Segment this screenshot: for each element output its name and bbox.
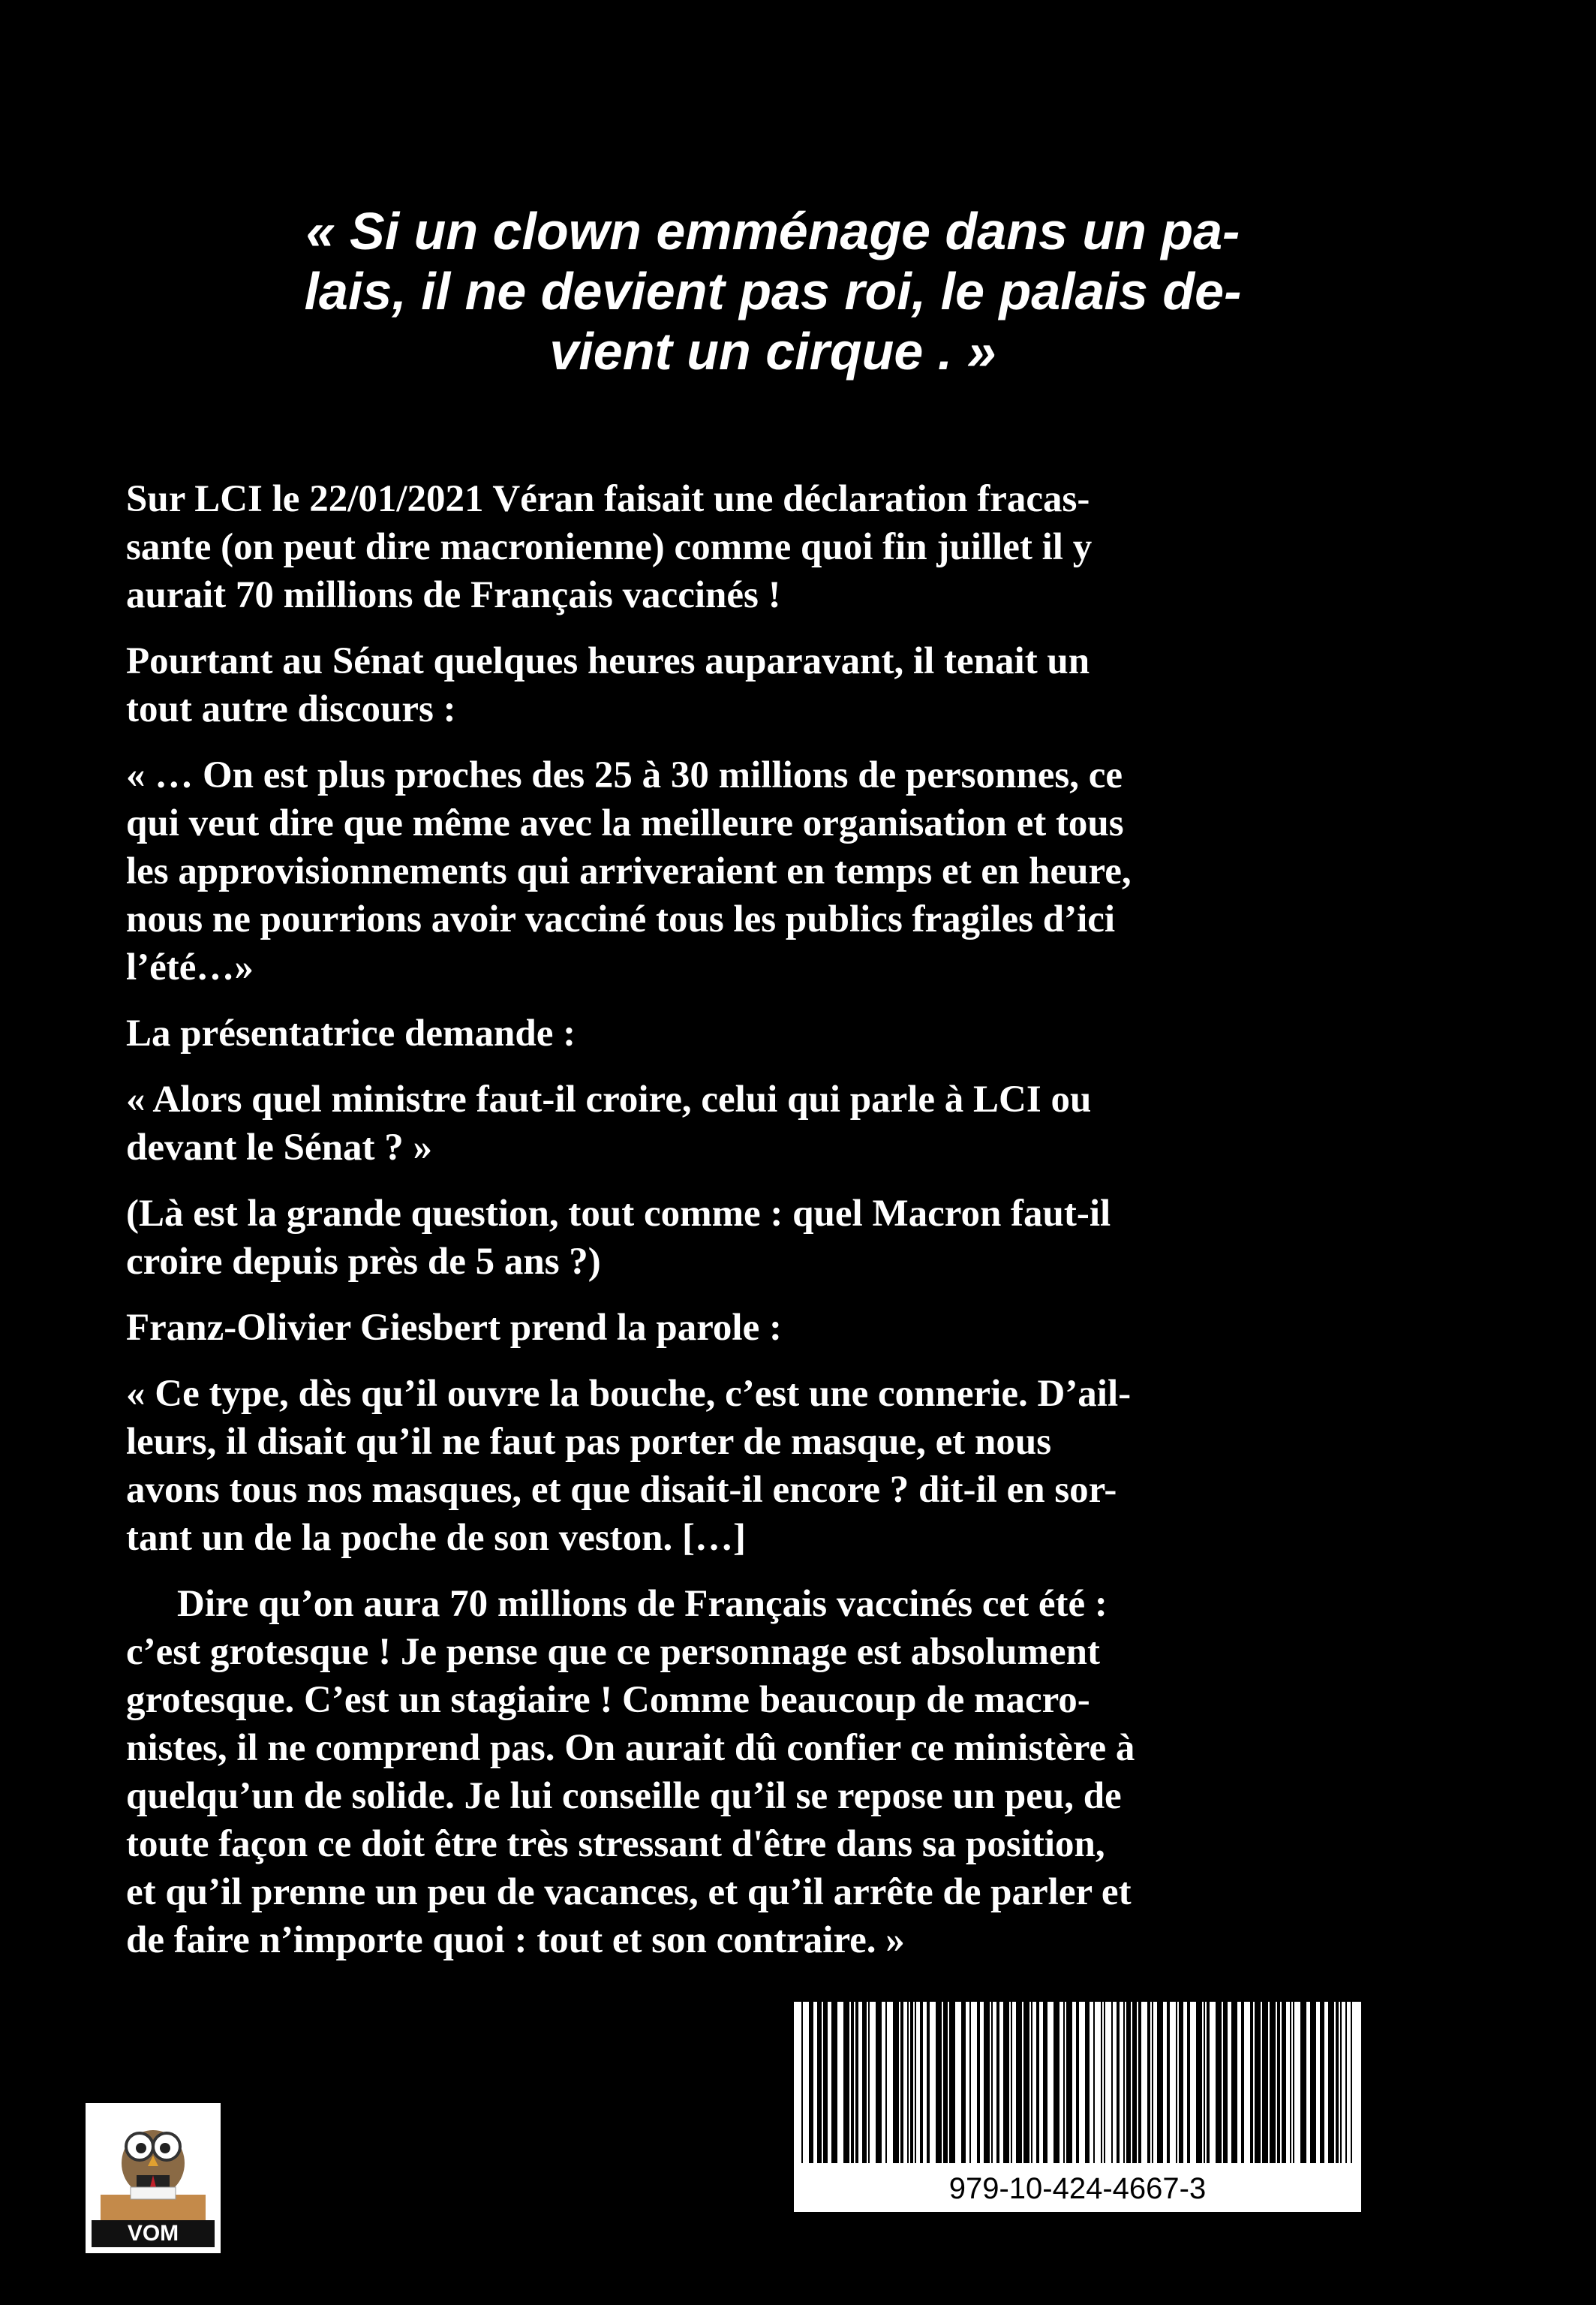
- paragraph: [126, 751, 1364, 992]
- text-line: quelqu’un de solide. Je lui conseille qu’il se repose un peu, de: [126, 1775, 1122, 1817]
- text-line: (Là est la grande question, tout comme : quel Macron faut-il: [126, 1193, 1111, 1235]
- text-line: nous ne pourrions avoir vacciné tous les publics fragiles d’ici: [126, 898, 1116, 940]
- text-line: La présentatrice demande :: [126, 1013, 576, 1055]
- publisher-logo-text: VOM: [92, 2220, 215, 2247]
- text-line: sante (on peut dire macronienne) comme quoi fin juillet il y: [126, 526, 1093, 568]
- text-line: leurs, il disait qu’il ne faut pas porter de masque, et nous: [126, 1421, 1052, 1463]
- cover-quote: [150, 201, 1396, 381]
- isbn-barcode: [794, 2002, 1361, 2212]
- text-line: devant le Sénat ? »: [126, 1127, 432, 1169]
- paragraph: [126, 1190, 1364, 1286]
- text-line: les approvisionnements qui arriveraient en temps et en heure,: [126, 850, 1132, 892]
- quote-line: vient un cirque . »: [549, 322, 996, 381]
- barcode-bars: [794, 2002, 1361, 2167]
- text-line: toute façon ce doit être très stressant d'être dans sa position,: [126, 1823, 1105, 1865]
- text-line: « … On est plus proches des 25 à 30 millions de personnes, ce: [126, 754, 1123, 796]
- owl-at-desk-icon: [86, 2103, 221, 2223]
- text-line: l’été…»: [126, 946, 254, 989]
- paragraph: [126, 637, 1364, 733]
- text-line: qui veut dire que même avec la meilleure organisation et tous: [126, 802, 1124, 844]
- text-line: c’est grotesque ! Je pense que ce personnage est absolument: [126, 1631, 1101, 1673]
- text-line: Sur LCI le 22/01/2021 Véran faisait une déclaration fracas-: [126, 478, 1090, 520]
- text-line: « Ce type, dès qu’il ouvre la bouche, c’est une connerie. D’ail-: [126, 1373, 1132, 1415]
- text-line: Franz-Olivier Giesbert prend la parole :: [126, 1307, 782, 1349]
- text-line: grotesque. C’est un stagiaire ! Comme beaucoup de macro-: [126, 1679, 1090, 1721]
- paragraph: [126, 475, 1364, 619]
- text-line: tout autre discours :: [126, 688, 456, 730]
- paragraph: [126, 1076, 1364, 1172]
- text-line: Dire qu’on aura 70 millions de Français vaccinés cet été :: [177, 1583, 1108, 1625]
- text-line: « Alors quel ministre faut-il croire, celui qui parle à LCI ou: [126, 1079, 1092, 1121]
- text-line: de faire n’importe quoi : tout et son contraire. »: [126, 1919, 905, 1961]
- paragraph: [126, 1304, 1364, 1352]
- back-cover-text: [126, 475, 1364, 1982]
- text-line: Pourtant au Sénat quelques heures auparavant, il tenait un: [126, 640, 1090, 682]
- publisher-logo: [86, 2103, 221, 2253]
- text-line: aurait 70 millions de Français vaccinés !: [126, 574, 781, 616]
- quote-line: « Si un clown emménage dans un pa-: [305, 202, 1240, 260]
- text-line: avons tous nos masques, et que disait-il encore ? dit-il en sor-: [126, 1469, 1117, 1511]
- text-line: tant un de la poche de son veston. […]: [126, 1517, 746, 1559]
- text-line: et qu’il prenne un peu de vacances, et qu’il arrête de parler et: [126, 1871, 1132, 1913]
- text-line: nistes, il ne comprend pas. On aurait dû confier ce ministère à: [126, 1727, 1135, 1769]
- paragraph: [126, 1370, 1364, 1562]
- paragraph: [126, 1580, 1364, 1964]
- quote-line: lais, il ne devient pas roi, le palais de-: [304, 262, 1242, 320]
- paragraph: [126, 1010, 1364, 1058]
- text-line: croire depuis près de 5 ans ?): [126, 1241, 601, 1283]
- isbn-number: 979-10-424-4667-3: [948, 2172, 1207, 2205]
